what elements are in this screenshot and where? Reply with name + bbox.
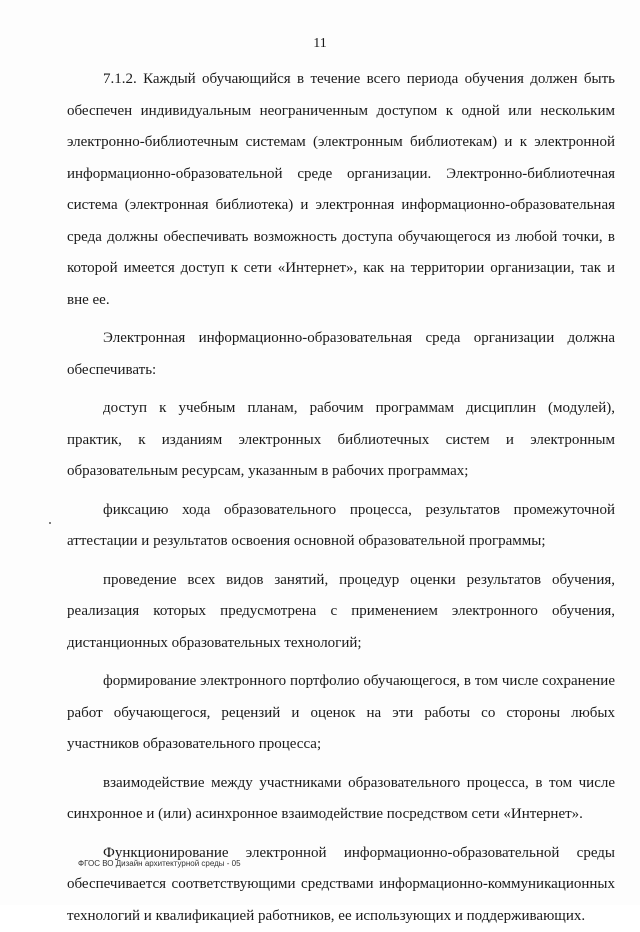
list-item-recording: фиксацию хода образовательного процесса, результатов промежуточной аттестации и результатов освоения основной образовательной программы; bbox=[67, 495, 615, 558]
scan-speck bbox=[49, 522, 51, 524]
paragraph-functioning: Функционирование электронной информационно-образовательной среды обеспечивается соответствующими средствами информационно-коммуникационных технологий и квалификацией работников, ее использующих и поддерживающих. bbox=[67, 838, 615, 932]
page-number: 11 bbox=[0, 36, 640, 52]
document-body bbox=[67, 64, 615, 932]
paragraph-7-1-2: 7.1.2. Каждый обучающийся в течение всего периода обучения должен быть обеспечен индивидуальным неограниченным доступом к одной или нескольким электронно-библиотечным системам (электронным библиотекам) и к электронной информационно-образовательной среде организации. Электронно-библиотечная система (электронная библиотека) и электронная информационно-образовательная среда должны обеспечивать возможность доступа обучающегося из любой точки, в которой имеется доступ к сети «Интернет», как на территории организации, так и вне ее. bbox=[67, 64, 615, 316]
list-item-interaction: взаимодействие между участниками образовательного процесса, в том числе синхронное и (или) асинхронное взаимодействие посредством сети «Интернет». bbox=[67, 768, 615, 831]
footer-note: ФГОС ВО Дизайн архитектурной среды - 05 bbox=[78, 859, 241, 868]
list-item-access: доступ к учебным планам, рабочим программам дисциплин (модулей), практик, к изданиям электронных библиотечных систем и электронным образовательным ресурсам, указанным в рабочих программах; bbox=[67, 393, 615, 488]
list-item-portfolio: формирование электронного портфолио обучающегося, в том числе сохранение работ обучающегося, рецензий и оценок на эти работы со стороны любых участников образовательного процесса; bbox=[67, 666, 615, 761]
list-item-classes: проведение всех видов занятий, процедур оценки результатов обучения, реализация которых предусмотрена с применением электронного обучения, дистанционных образовательных технологий; bbox=[67, 565, 615, 660]
paragraph-eios-intro: Электронная информационно-образовательная среда организации должна обеспечивать: bbox=[67, 323, 615, 386]
